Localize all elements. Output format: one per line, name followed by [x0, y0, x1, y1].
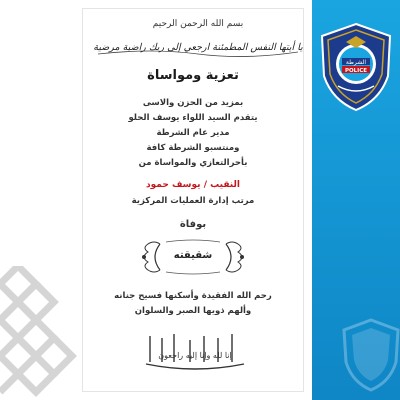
death-word: بوفاة — [179, 219, 207, 230]
badge-arabic-text: الشرطة — [345, 59, 367, 66]
closing-calligraphy — [140, 328, 250, 376]
notice-line-4: ومنتسبو الشرطة كافة — [146, 143, 240, 153]
notice-line-2: يتقدم السيد اللواء يوسف الحلو — [128, 113, 258, 123]
officer-role: مرتب إدارة العمليات المركزية — [131, 196, 255, 206]
officer-line — [82, 180, 304, 190]
prayer-line-1: رحم الله الفقيدة وأسكنها فسيح جنانه — [114, 291, 272, 301]
police-badge-icon — [318, 22, 394, 112]
badge-english-text: POLICE — [344, 68, 368, 74]
relation-word: شقيقته — [173, 250, 213, 261]
officer-prefix: النقيب / — [203, 180, 240, 190]
police-emblem-watermark — [340, 318, 400, 392]
notice-line-1: بمزيد من الحزن والاسى — [142, 98, 244, 108]
bismillah-text: بسم الله الرحمن الرحيم — [152, 19, 244, 29]
prayer-line-2: وألهم ذويها الصبر والسلوان — [134, 306, 252, 316]
officer-name: يوسف حمود — [146, 180, 201, 190]
notice-title: تعزية ومواساة — [147, 68, 239, 83]
geometric-pattern — [0, 266, 80, 400]
closing-text: إنا لله وإنا إليه راجعون — [158, 351, 232, 360]
bismillah-calligraphy — [92, 8, 304, 60]
notice-line-5: بأحرالتعازي والمواساة من — [138, 158, 248, 168]
notice-line-3: مدير عام الشرطة — [156, 128, 230, 138]
verse-text: يا أيتها النفس المطمئنة ارجعي إلى ربك راضية مرضية — [93, 42, 303, 53]
